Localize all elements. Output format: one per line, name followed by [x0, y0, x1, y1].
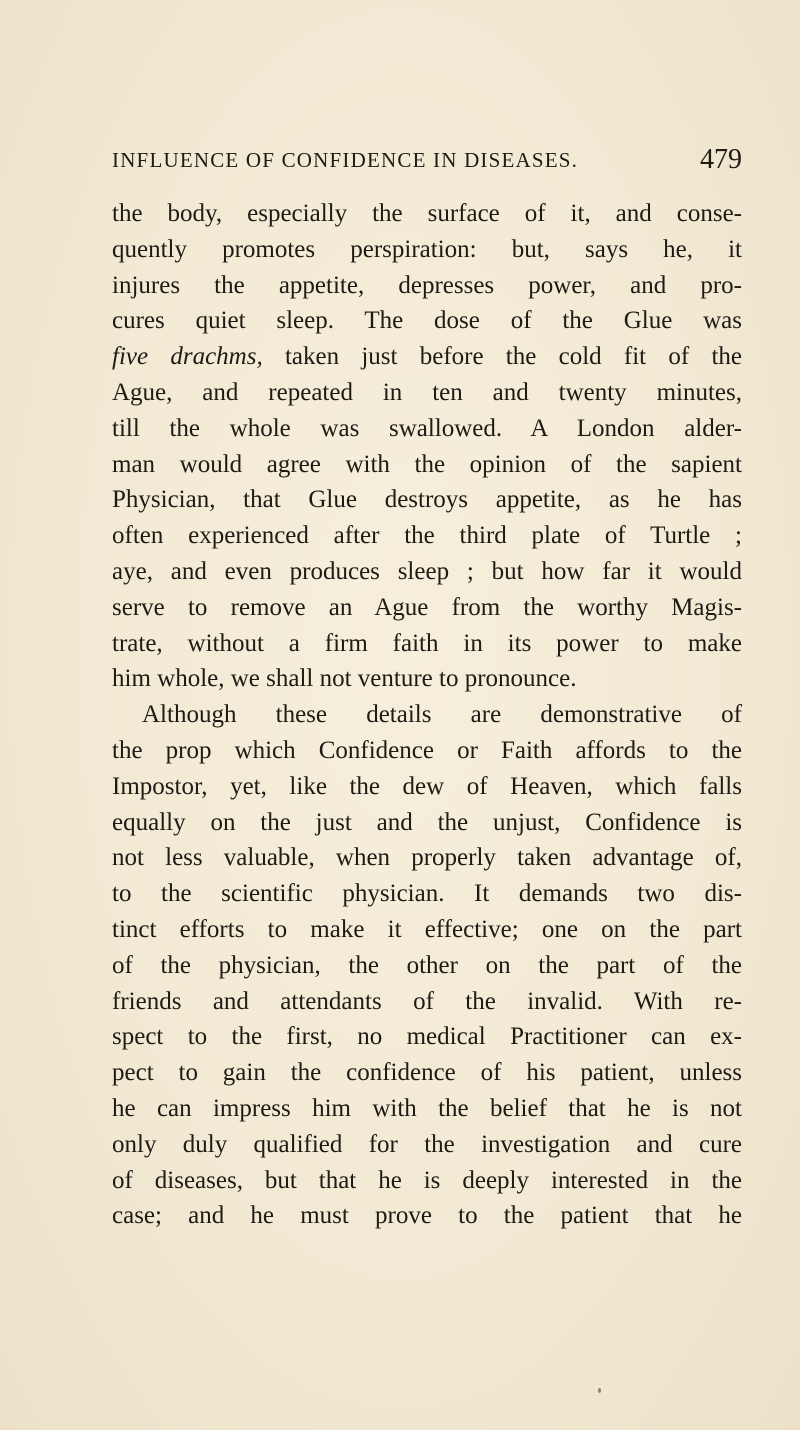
text-line: of the physician, the other on the part of the: [112, 951, 742, 979]
running-title: INFLUENCE OF CONFIDENCE IN DISEASES.: [112, 148, 579, 172]
text-line: friends and attendants of the invalid. With re-: [112, 987, 742, 1015]
paper-speck: [598, 1388, 601, 1393]
italic-phrase: five drachms,: [112, 343, 263, 371]
text-line: only duly qualified for the investigation and cure: [112, 1130, 742, 1158]
text-line: tinct efforts to make it effective; one on the part: [112, 915, 742, 943]
text-line: trate, without a firm faith in its power to make: [112, 629, 742, 657]
body-text: [112, 196, 742, 1234]
text-line: Ague, and repeated in ten and twenty minutes,: [112, 378, 742, 406]
text-line: the body, especially the surface of it, and conse-: [112, 200, 742, 227]
text-line: cures quiet sleep. The dose of the Glue was: [112, 307, 742, 335]
text-line: him whole, we shall not venture to pronounce.: [112, 665, 577, 693]
text-line: injures the appetite, depresses power, and pro-: [112, 271, 742, 299]
text-line: he can impress him with the belief that he is not: [112, 1094, 742, 1122]
text-line: Although these details are demonstrative of: [142, 701, 742, 729]
text-line: of diseases, but that he is deeply interested in the: [112, 1166, 742, 1194]
text-line: man would agree with the opinion of the sapient: [112, 450, 742, 478]
text-line: pect to gain the confidence of his patient, unless: [112, 1059, 742, 1087]
text-line: the prop which Confidence or Faith affords to the: [112, 736, 742, 764]
text-line: Impostor, yet, like the dew of Heaven, which falls: [112, 772, 742, 800]
text-line: spect to the first, no medical Practitioner can ex-: [112, 1023, 742, 1051]
text-line: quently promotes perspiration: but, says he, it: [112, 235, 742, 263]
text-line: not less valuable, when properly taken advantage of,: [112, 844, 742, 872]
text-line: often experienced after the third plate of Turtle ;: [112, 522, 742, 550]
page-number: 479: [700, 144, 742, 175]
text-line: Physician, that Glue destroys appetite, as he has: [112, 486, 742, 514]
running-head: [112, 144, 742, 178]
text-line: to the scientific physician. It demands two dis-: [112, 880, 742, 908]
text-line: aye, and even produces sleep ; but how far it would: [112, 557, 742, 585]
text-line: case; and he must prove to the patient that he: [112, 1202, 742, 1230]
text-line: [112, 339, 742, 375]
text-line: till the whole was swallowed. A London alder-: [112, 414, 742, 442]
text-line: serve to remove an Ague from the worthy Magis-: [112, 593, 742, 621]
text-line: equally on the just and the unjust, Confidence is: [112, 808, 742, 836]
line-remainder: taken just before the cold fit of the: [262, 343, 742, 371]
